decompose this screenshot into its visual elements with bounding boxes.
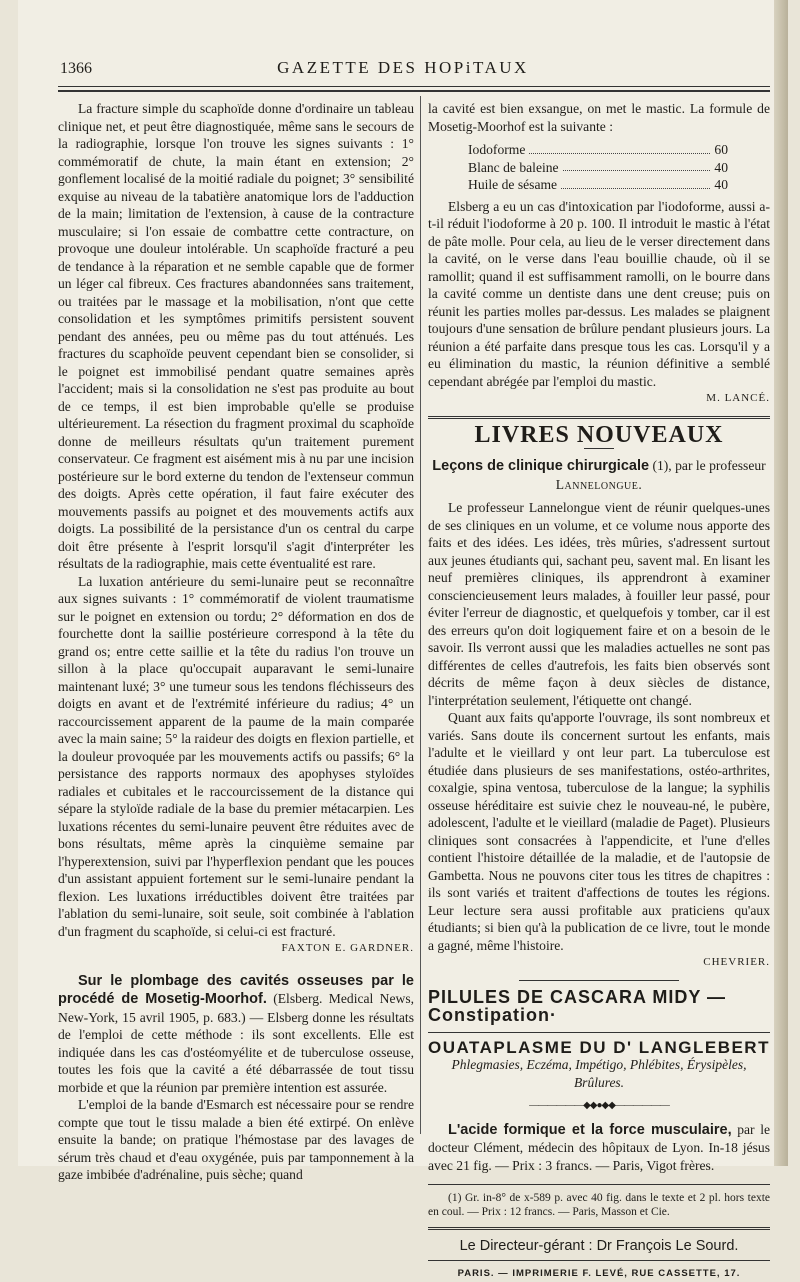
section-divider <box>428 416 770 419</box>
paragraph-faits: Quant aux faits qu'apporte l'ouvrage, ils sont nombreux et variés. Sans doute ils concernent surtout les enfants, mais l'adulte et le vieillard y ont leur part. La tuberculose est étudiée dans plusieurs de ses manifestations, ostéo-arthrites, coxalgie, spina ventosa, tuberculose de la langue; la syphilis osseuse héréditaire est suivie chez le nouveau-né, le pubère, adolescent, l'adulte et le vieillard (maladie de Paget). Plusieurs cliniques sont consacrées à l'appendicite, et l'une d'elles contient l'histoire détaillée de la maladie, et de l'autopsie de Gambetta. Nous ne pouvons citer tous les titres de chapitres : ils sont variés et traitent d'affections de toutes les régions. Leur lecture sera aussi profitable aux praticiens qu'aux étudiants; si bien qu'à la publication de ce livre, tout le monde a gagné, même l'histoire. <box>428 709 770 954</box>
directeur-gerant: Le Directeur-gérant : Dr François Le Sourd. <box>428 1238 770 1256</box>
pilules-subtitle: Constipation· <box>428 1005 557 1025</box>
book-title-lecons <box>428 457 770 493</box>
formula-quantity: 40 <box>714 176 728 194</box>
formula-row <box>468 159 728 177</box>
ouataplasme-subtitle: Phlegmasies, Eczéma, Impétigo, Phlébites, Érysipèles, Brûlures. <box>428 1056 770 1091</box>
formula-quantity: 60 <box>714 141 728 159</box>
footer-rule <box>428 1260 770 1261</box>
header-rule-thick <box>58 90 770 92</box>
running-title: GAZETTE DES HOPiTAUX <box>18 58 788 78</box>
signature-lance: M. LANCÉ. <box>428 390 770 408</box>
pilules-dash: — <box>701 987 726 1007</box>
ornament-rule: ——————◆◆●◆◆—————— <box>428 1097 770 1115</box>
advert-divider <box>428 1032 770 1033</box>
lecons-title: Leçons de clinique chirurgicale <box>432 458 649 474</box>
formula-ingredient: Iodoforme <box>468 141 525 159</box>
page-header <box>18 56 788 82</box>
left-column <box>58 100 414 1184</box>
advert-pilules <box>428 989 770 1026</box>
footnote-rule <box>428 1184 770 1185</box>
page-edge-shadow <box>774 0 788 1166</box>
paragraph-esmarch: L'emploi de la bande d'Esmarch est nécessaire pour se rendre compte que tout le tissu malade a bien été extirpé. On enlève ensuite la bande; on pratique l'hémostase par des lavages de sérum très chaud et d'eau oxygénée, puis par tamponnement à la gaze imbibée d'adrénaline, puis sèche; quand <box>58 1096 414 1184</box>
paragraph-elsberg: Elsberg a eu un cas d'intoxication par l'iodoforme, aussi a-t-il réduit l'iodoforme à 20 p. 100. Il introduit le mastic à l'état de pâte molle. Pour cela, au lieu de le verser directement dans la cavité, on le verse dans l'eau bouillie chaude, où il se ramollit; quand il est suffisamment ramolli, on le bourre dans la cavité comme un dentiste dans une dent creuse; puis on réunit les parties molles par-dessus. Les malades se plaignent toujours d'une sensation de brûlure pendant plusieurs jours. La réunion a été parfaite dans presque tous les cas. Lorsqu'il y a eu élimination du mastic, la réunion définitive a semblé cependant abrégée par l'emploi du mastic. <box>428 198 770 391</box>
paragraph-lannelongue: Le professeur Lannelongue vient de réunir quelques-unes de ses cliniques en un volume, et ce volume nous apporte des faits et des idées. Les idées, très mûries, s'adressent surtout aux jeunes étudiants qui, sachant peu, savent mal. En lisant les neuf premières cliniques, ils apprendront à examiner consciencieusement leurs malades, à fouiller leur passé, pour éviter l'erreur de diagnostic, et quelquefois y tomber, car il est des erreurs qu'on doit logiquement faire et on a besoin de le savoir. Ils verront aussi que les maladies actuelles ne sont pas différentes de celles d'autrefois, les faits bien observés sont décrits de même façon à deux siècles de distance, l'interprétation seulement, l'étiquette ont changé. <box>428 499 770 709</box>
formula-ingredient: Huile de sésame <box>468 176 557 194</box>
paragraph-cavity: la cavité est bien exsangue, on met le mastic. La formule de Mosetig-Moorhof est la suivante : <box>428 100 770 135</box>
paragraph-scaphoid: La fracture simple du scaphoïde donne d'ordinaire un tableau clinique net, et peut être diagnostiquée, même sans le secours de la radiographie, lorsque l'on trouve les signes suivants : 1° commémoratif de chute, la main étant en extension; 2° gonflement localisé de la moitié radiale du poignet; 3° sensibilité exquise au niveau de la tabatière anatomique lors de l'adduction de la main; limitation de l'extension, à cause de la contracture musculaire; si l'on essaie de combattre cette contracture, on provoque une douleur intolérable. Un scaphoïde fracturé a peu de tendance à la réparation et ne semble capable que de former un léger cal fibreux. Ces fractures abandonnées sans traitement, ou traitées par le massage et la mobilisation, n'ont que cette consolidation et les symptômes primitifs persistent souvent pendant des années, peu ou même pas du tout atténués. Les fractures du scaphoïde peuvent cependant bien se consolider, si le poignet est immobilisé pendant quatre semaines après l'accident; mais si la consolidation ne s'est pas produite au bout de ce temps, il est bien improbable qu'elle se produise ultérieurement. La résection du fragment proximal du scaphoïde donne de meilleurs résultats qu'un traitement purement conservateur. Ce fragment est aisément mis à nu par une incision postérieure sur le bord externe du tendon de l'extenseur commun des doigts. Après cette opération, il faut faire exécuter des mouvements passifs au poignet et des mouvements actifs aux doigts. La possibilité de la persistance d'un os central du carpe doit être présente à l'esprit lorsqu'il s'agit d'interpréter les résultats de la radiographie, mais cette éventualité est rare. <box>58 100 414 573</box>
footer-divider <box>428 1227 770 1230</box>
footnote: (1) Gr. in-8° de x-589 p. avec 40 fig. dans le texte et 2 pl. hors texte en coul. — Prix : 12 francs. — Paris, Masson et Cie. <box>428 1191 770 1219</box>
acide-text: par le docteur Clément, médecin des hôpitaux de Lyon. In-18 jésus avec 21 fig. — Prix : 3 francs. — Paris, Vigot frères. <box>428 1122 770 1173</box>
formula-list <box>468 141 728 194</box>
short-rule <box>584 448 614 449</box>
section-plombage <box>58 972 414 1097</box>
formula-ingredient: Blanc de baleine <box>468 159 559 177</box>
signature-chevrier: CHEVRIER. <box>428 954 770 972</box>
right-column <box>428 100 770 1282</box>
section-text-plombage: (Elsberg. Medical News, New-York, 15 avril 1905, p. 683.) — Elsberg donne les résultats de l'emploi de cette méthode : ils sont excellents. Elle est indiquée dans les cas d'ostéomyélite et de tuberculose osseuse, toutes les fois que la cavité a été débarrassée de tout tissu morbide et que la réunion par première intention est assurée. <box>58 991 414 1095</box>
imprimerie-line: PARIS. — IMPRIMERIE F. LEVÉ, RUE CASSETTE, 17. <box>428 1265 770 1282</box>
pilules-title: PILULES DE CASCARA MIDY <box>428 987 701 1007</box>
lecons-rest: (1), par le professeur <box>649 458 766 473</box>
paragraph-semilunar: La luxation antérieure du semi-lunaire peut se reconnaître aux signes suivants : 1° commémoratif de violent traumatisme sur le poignet en extension ou tordu; 2° déformation en dos de fourchette dont la saillie postérieure correspond à la tête du grand os; entre cette saillie et la tête du radius l'on trouve un sillon à la place qu'occupait auparavant le semi-lunaire maintenant luxé; 3° une tumeur sous les tendons fléchisseurs des doigts en avant et de l'extrémité inférieure du radius; 4° un raccourcissement apparent de la paume de la main comparée avec la main saine; 5° la raideur des doigts en flexion partielle, et la douleur provoquée par les mouvements actifs ou passifs; 6° la persistance des rapports normaux des apophyses styloïdes radiales et cubitales et le raccourcissement de la distance qui sépare la styloïde radiale de la base du premier métacarpien. Les luxations récentes du semi-lunaire peuvent être réduites avec de bons résultats, même après la cinquième semaine par l'hyperextension, suivi par l'hyperflexion pendant que les pouces d'un assistant appuient fortement sur le semi-lunaire pendant la flexion. Les luxations irréductibles doivent être traitées par l'ablation du semi-lunaire, soit seule, soit combinée à l'ablation d'un fragment du scaphoïde, si celui-ci est fracturé. <box>58 573 414 941</box>
formula-row <box>468 141 728 159</box>
column-separator <box>420 96 421 1134</box>
page-number: 1366 <box>60 60 92 78</box>
section-title-plombage: Sur le plombage des cavités osseuses par le procédé de Mosetig-Moorhof. <box>58 973 414 1008</box>
signature-gardner: FAXTON E. GARDNER. <box>58 940 414 958</box>
short-divider <box>519 980 679 981</box>
newspaper-page <box>18 0 788 1166</box>
lecons-author: Lannelongue. <box>556 477 643 492</box>
advert-ouataplasme: OUATAPLASME DU D' LANGLEBERT <box>428 1039 770 1057</box>
header-rule <box>58 86 770 87</box>
section-title-livres: LIVRES NOUVEAUX <box>428 427 770 445</box>
acide-title: L'acide formique et la force musculaire, <box>448 1122 732 1138</box>
formula-row <box>468 176 728 194</box>
formula-quantity: 40 <box>714 159 728 177</box>
